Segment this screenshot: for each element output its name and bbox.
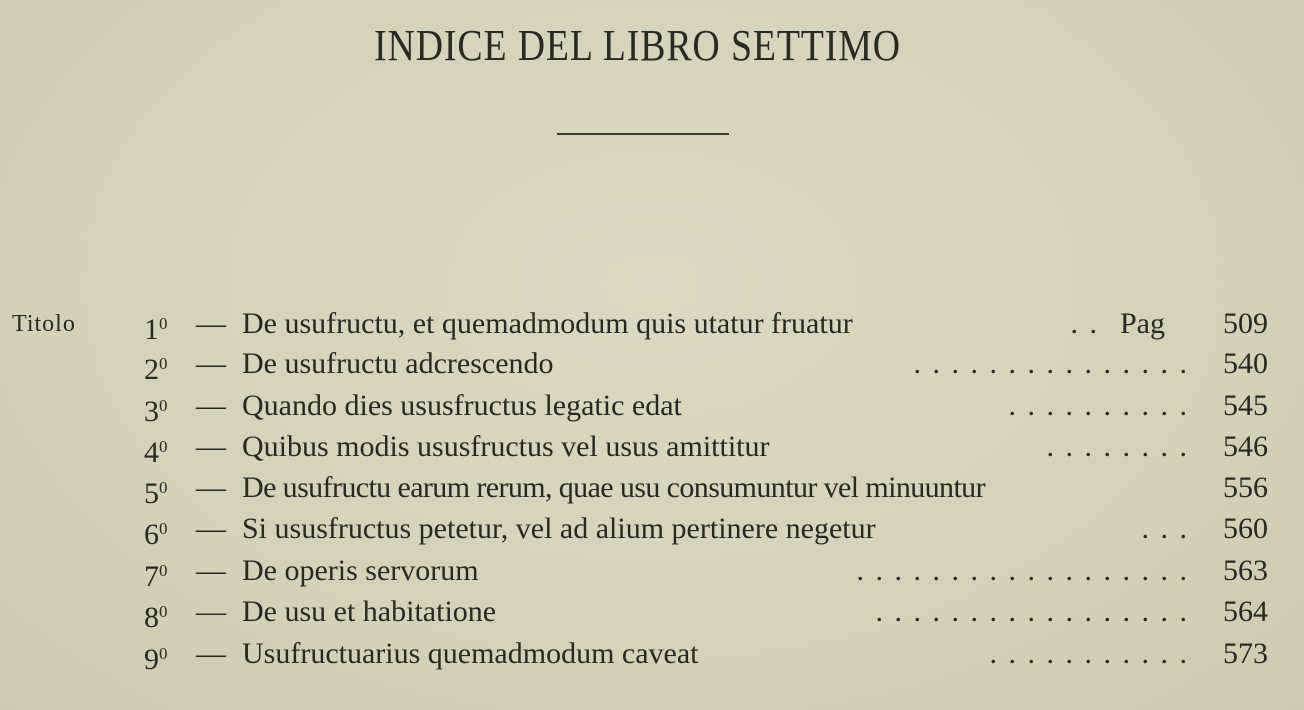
entry-number: $5^0$: [144, 477, 168, 510]
entry-dash: —: [196, 430, 226, 463]
entry-number: $9^0$: [144, 643, 168, 676]
dot-leader: . . . . . . . .: [1046, 430, 1189, 463]
page-number: 573: [1223, 637, 1268, 670]
entry-title: De usu et habitatione: [242, 595, 497, 628]
page-title: INDICE DEL LIBRO SETTIMO: [374, 21, 901, 70]
toc-entry: [0, 592, 1304, 632]
entry-title: Usufructuarius quemadmodum caveat: [242, 637, 699, 670]
entry-number: $3^0$: [144, 395, 168, 428]
entry-dash: —: [196, 512, 226, 545]
entry-title: De usufructu, et quemadmodum quis utatur fruatur: [242, 307, 853, 340]
entry-title: De usufructu earum rerum, quae usu consumuntur vel minuuntur: [242, 471, 985, 504]
entry-number: $4^0$: [144, 436, 168, 469]
entry-title: Quando dies ususfructus legatic edat: [242, 389, 682, 422]
page-number: 564: [1223, 595, 1268, 628]
dot-leader: . . .: [1141, 512, 1189, 545]
toc-entry: [0, 304, 1304, 344]
toc-entry: [0, 468, 1304, 508]
page-number: 560: [1223, 512, 1268, 545]
entry-number: $7^0$: [144, 560, 168, 593]
toc-entry: [0, 551, 1304, 591]
titolo-label: Titolo: [12, 311, 76, 337]
entry-title: Quibus modis ususfructus vel usus amittitur: [242, 430, 770, 463]
entry-title: Si ususfructus petetur, vel ad alium pertinere negetur: [242, 512, 876, 545]
toc-entry: [0, 427, 1304, 467]
dot-leader: . . . . . . . . . . . . . . . . .: [875, 595, 1189, 628]
dot-leader: . .: [1070, 307, 1099, 340]
entry-title: De operis servorum: [242, 554, 479, 587]
entry-number: $6^0$: [144, 518, 168, 551]
entry-number: $8^0$: [144, 601, 168, 634]
dot-leader: . . . . . . . . . . . . . . . . . .: [856, 554, 1189, 587]
dot-leader: . . . . . . . . . . .: [989, 637, 1189, 670]
page-number: 563: [1223, 554, 1268, 587]
toc-entry: [0, 634, 1304, 674]
toc-entry: [0, 509, 1304, 549]
dot-leader: . . . . . . . . . .: [1008, 389, 1189, 422]
entry-dash: —: [196, 554, 226, 587]
entry-number: $1^0$: [144, 313, 168, 346]
toc-entry: [0, 344, 1304, 384]
pag-label: Pag: [1120, 307, 1165, 340]
entry-title: De usufructu adcrescendo: [242, 347, 554, 380]
page-number: 509: [1223, 307, 1268, 340]
page-number: 540: [1223, 347, 1268, 380]
entry-dash: —: [196, 389, 226, 422]
entry-dash: —: [196, 595, 226, 628]
page-number: 556: [1223, 471, 1268, 504]
entry-dash: —: [196, 471, 226, 504]
entry-dash: —: [196, 307, 226, 340]
toc-entry: [0, 386, 1304, 426]
entry-number: $2^0$: [144, 353, 168, 386]
title-rule: [557, 133, 729, 135]
page-number: 545: [1223, 389, 1268, 422]
page-number: 546: [1223, 430, 1268, 463]
entry-dash: —: [196, 637, 226, 670]
dot-leader: . . . . . . . . . . . . . . .: [913, 347, 1189, 380]
entry-dash: —: [196, 347, 226, 380]
